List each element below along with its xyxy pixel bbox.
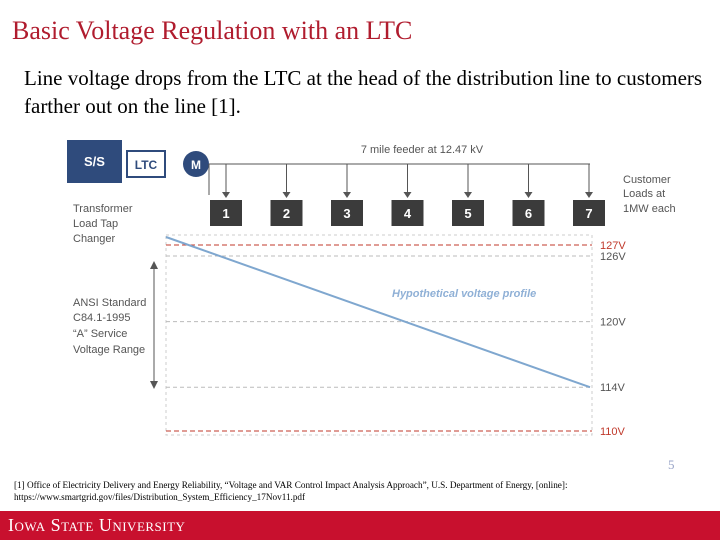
plot-frame <box>166 235 592 435</box>
transformer-ltc-label: Transformer Load Tap Changer <box>73 203 133 245</box>
slide-title: Basic Voltage Regulation with an LTC <box>12 16 413 45</box>
load-tap-arrow <box>525 192 533 198</box>
load-tap-arrow <box>404 192 412 198</box>
load-label: 2 <box>282 206 291 221</box>
load-label: 1 <box>222 206 230 221</box>
load-label: 6 <box>524 206 533 221</box>
footnote: [1] Office of Electricity Delivery and Energy Reliability, “Voltage and VAR Control Impact Analysis Approach”, U.S. Department of Energy, [online]: https://www.smartgrid.gov/files/Distribution_System_Efficiency_17Nov11.pdf <box>14 480 568 502</box>
voltage-level-label: 120V <box>600 316 626 329</box>
load-label: 5 <box>464 206 472 221</box>
voltage-profile-line <box>166 237 590 387</box>
meter-label: M <box>191 158 201 172</box>
voltage-level-label: 110V <box>600 426 625 438</box>
load-tap-arrow <box>343 192 351 198</box>
load-tap-arrow <box>585 192 593 198</box>
voltage-level-lines <box>166 240 626 438</box>
customer-loads-label: Customer Loads at 1MW each <box>623 174 676 215</box>
footer-bar <box>0 511 720 540</box>
slide-body-text: Line voltage drops from the LTC at the head of the distribution line to customers farther out on the line [1]. <box>24 66 703 118</box>
load-tap-arrow <box>283 192 291 198</box>
load-tap-arrow <box>222 192 230 198</box>
page-number: 5 <box>668 457 675 472</box>
feeder-label: 7 mile feeder at 12.47 kV <box>360 144 484 156</box>
load-label: 7 <box>585 206 593 221</box>
load-label: 3 <box>343 206 351 221</box>
ltc-label: LTC <box>134 158 158 172</box>
load-tap-arrow <box>464 192 472 198</box>
voltage-level-label: 114V <box>600 382 625 395</box>
substation-label: S/S <box>84 154 105 169</box>
university-logo: Iowa State University <box>8 515 186 535</box>
load-boxes <box>210 164 605 226</box>
voltage-level-label: 126V <box>600 250 626 263</box>
voltage-regulation-diagram <box>60 135 676 450</box>
voltage-level-label: 127V <box>600 240 626 252</box>
load-label: 4 <box>403 206 412 221</box>
ansi-standard-label: ANSI Standard C84.1-1995 “A” Service Voltage Range <box>73 297 147 356</box>
voltage-profile-label: Hypothetical voltage profile <box>392 288 537 300</box>
